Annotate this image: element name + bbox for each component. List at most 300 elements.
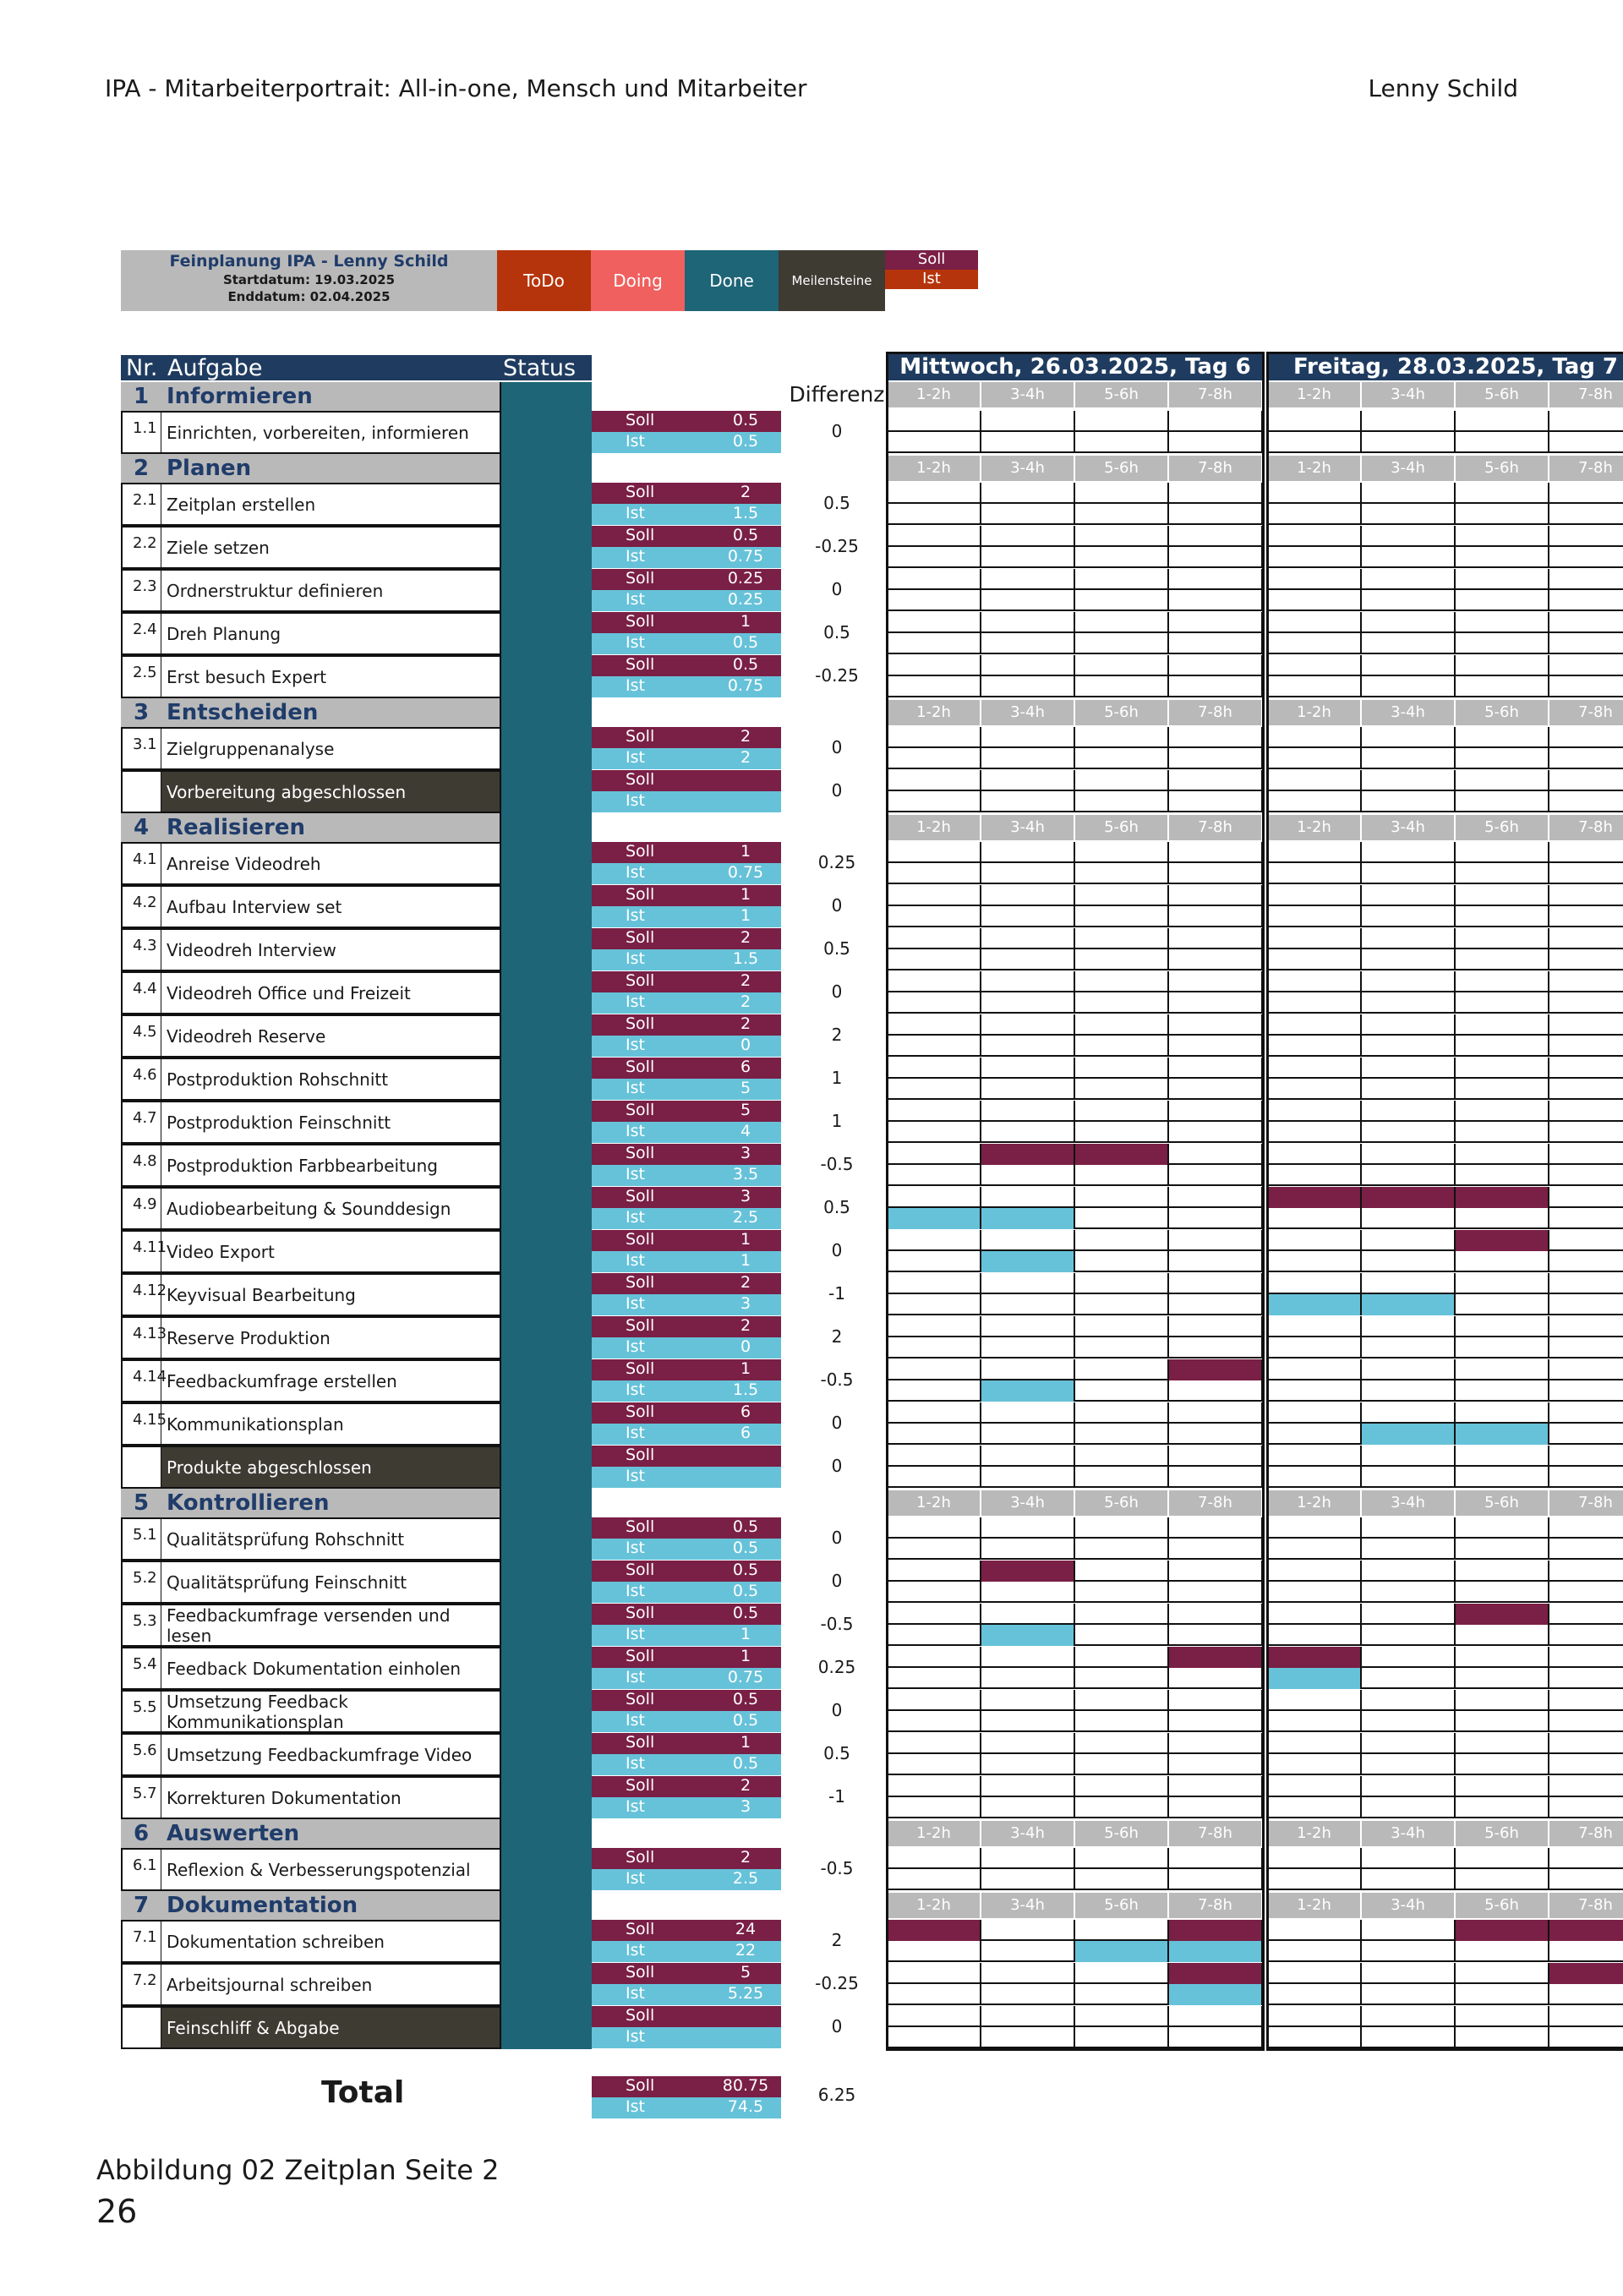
schedule-cell[interactable] <box>1075 1711 1169 1732</box>
schedule-cell[interactable] <box>1549 633 1623 654</box>
schedule-cell[interactable] <box>1268 1582 1362 1603</box>
schedule-cell[interactable] <box>888 676 981 697</box>
schedule-cell[interactable] <box>1456 1561 1549 1582</box>
status-cell[interactable] <box>500 727 592 770</box>
schedule-cell[interactable] <box>981 1668 1075 1689</box>
status-cell[interactable] <box>500 698 592 727</box>
schedule-cell[interactable] <box>981 1079 1075 1100</box>
schedule-cell[interactable] <box>1169 727 1263 748</box>
schedule-cell[interactable] <box>1362 1690 1456 1711</box>
schedule-cell[interactable] <box>1268 748 1362 769</box>
schedule-cell[interactable] <box>888 1424 981 1445</box>
schedule-cell[interactable] <box>1268 1446 1362 1467</box>
schedule-cell[interactable] <box>1549 411 1623 432</box>
schedule-cell[interactable] <box>1268 1776 1362 1797</box>
schedule-cell[interactable] <box>888 1539 981 1560</box>
schedule-cell[interactable] <box>1362 1273 1456 1294</box>
schedule-cell[interactable] <box>1456 928 1549 949</box>
schedule-cell[interactable] <box>1549 1058 1623 1079</box>
schedule-cell[interactable] <box>1549 504 1623 525</box>
schedule-cell[interactable] <box>1362 1963 1456 1984</box>
schedule-cell[interactable] <box>888 1848 981 1869</box>
schedule-cell[interactable] <box>1549 1711 1623 1732</box>
schedule-cell[interactable] <box>888 748 981 769</box>
schedule-cell[interactable] <box>1549 971 1623 992</box>
schedule-cell[interactable] <box>1169 1187 1263 1208</box>
schedule-cell[interactable] <box>1169 1380 1263 1402</box>
schedule-cell[interactable] <box>1075 770 1169 791</box>
schedule-cell[interactable] <box>1549 1230 1623 1251</box>
schedule-cell[interactable] <box>1549 1869 1623 1890</box>
schedule-cell[interactable] <box>1268 2006 1362 2027</box>
schedule-cell[interactable] <box>1268 1941 1362 1962</box>
schedule-cell[interactable] <box>888 1208 981 1229</box>
schedule-cell[interactable] <box>888 1517 981 1539</box>
status-cell[interactable] <box>500 885 592 928</box>
schedule-cell[interactable] <box>1362 1187 1456 1208</box>
schedule-cell[interactable] <box>1362 1467 1456 1488</box>
schedule-cell[interactable] <box>1362 1101 1456 1122</box>
schedule-cell[interactable] <box>1268 1733 1362 1754</box>
schedule-cell[interactable] <box>981 1294 1075 1315</box>
schedule-cell[interactable] <box>1169 885 1263 906</box>
schedule-cell[interactable] <box>1362 612 1456 633</box>
schedule-cell[interactable] <box>1362 569 1456 590</box>
schedule-cell[interactable] <box>888 1920 981 1941</box>
schedule-cell[interactable] <box>1075 1754 1169 1775</box>
schedule-cell[interactable] <box>1268 1754 1362 1775</box>
status-cell[interactable] <box>500 1848 592 1891</box>
schedule-cell[interactable] <box>1268 1230 1362 1251</box>
schedule-cell[interactable] <box>981 885 1075 906</box>
schedule-cell[interactable] <box>888 863 981 884</box>
schedule-cell[interactable] <box>1075 928 1169 949</box>
schedule-cell[interactable] <box>981 971 1075 992</box>
schedule-cell[interactable] <box>1362 2006 1456 2027</box>
schedule-cell[interactable] <box>1549 1690 1623 1711</box>
schedule-cell[interactable] <box>981 612 1075 633</box>
schedule-cell[interactable] <box>1456 949 1549 970</box>
schedule-cell[interactable] <box>1169 1797 1263 1818</box>
status-cell[interactable] <box>500 411 592 454</box>
schedule-cell[interactable] <box>1456 1251 1549 1272</box>
schedule-cell[interactable] <box>888 1187 981 1208</box>
schedule-cell[interactable] <box>888 1582 981 1603</box>
schedule-cell[interactable] <box>1362 906 1456 927</box>
schedule-cell[interactable] <box>1362 1230 1456 1251</box>
schedule-cell[interactable] <box>1075 1036 1169 1057</box>
schedule-cell[interactable] <box>1362 1294 1456 1315</box>
schedule-cell[interactable] <box>1456 1848 1549 1869</box>
schedule-cell[interactable] <box>981 1848 1075 1869</box>
schedule-cell[interactable] <box>1169 1941 1263 1962</box>
schedule-cell[interactable] <box>1169 569 1263 590</box>
schedule-cell[interactable] <box>1549 1984 1623 2005</box>
schedule-cell[interactable] <box>888 1165 981 1186</box>
schedule-cell[interactable] <box>1549 526 1623 547</box>
schedule-cell[interactable] <box>888 1230 981 1251</box>
schedule-cell[interactable] <box>1169 992 1263 1014</box>
schedule-cell[interactable] <box>1268 770 1362 791</box>
schedule-cell[interactable] <box>1169 1359 1263 1380</box>
status-cell[interactable] <box>500 1776 592 1819</box>
schedule-cell[interactable] <box>1268 612 1362 633</box>
schedule-cell[interactable] <box>888 1294 981 1315</box>
schedule-cell[interactable] <box>1362 1079 1456 1100</box>
schedule-cell[interactable] <box>1268 928 1362 949</box>
schedule-cell[interactable] <box>1362 1165 1456 1186</box>
schedule-cell[interactable] <box>1362 676 1456 697</box>
schedule-cell[interactable] <box>1456 411 1549 432</box>
schedule-cell[interactable] <box>1169 483 1263 504</box>
schedule-cell[interactable] <box>1549 1647 1623 1668</box>
schedule-cell[interactable] <box>1549 1122 1623 1143</box>
status-cell[interactable] <box>500 928 592 971</box>
schedule-cell[interactable] <box>1456 526 1549 547</box>
schedule-cell[interactable] <box>1169 1337 1263 1358</box>
schedule-cell[interactable] <box>888 432 981 453</box>
schedule-cell[interactable] <box>1456 1733 1549 1754</box>
schedule-cell[interactable] <box>981 2006 1075 2027</box>
schedule-cell[interactable] <box>981 1647 1075 1668</box>
schedule-cell[interactable] <box>1549 906 1623 927</box>
schedule-cell[interactable] <box>1456 1604 1549 1625</box>
schedule-cell[interactable] <box>981 1337 1075 1358</box>
status-cell[interactable] <box>500 1014 592 1058</box>
schedule-cell[interactable] <box>888 526 981 547</box>
schedule-cell[interactable] <box>1456 1273 1549 1294</box>
schedule-cell[interactable] <box>1169 633 1263 654</box>
schedule-cell[interactable] <box>1169 1036 1263 1057</box>
schedule-cell[interactable] <box>1075 569 1169 590</box>
status-cell[interactable] <box>500 813 592 842</box>
schedule-cell[interactable] <box>1362 1014 1456 1036</box>
status-cell[interactable] <box>500 842 592 885</box>
schedule-cell[interactable] <box>888 569 981 590</box>
schedule-cell[interactable] <box>1075 1402 1169 1424</box>
schedule-cell[interactable] <box>888 949 981 970</box>
schedule-cell[interactable] <box>1169 547 1263 568</box>
schedule-cell[interactable] <box>1549 1014 1623 1036</box>
schedule-cell[interactable] <box>1362 971 1456 992</box>
schedule-cell[interactable] <box>1075 1294 1169 1315</box>
schedule-cell[interactable] <box>1169 1165 1263 1186</box>
schedule-cell[interactable] <box>1456 1337 1549 1358</box>
schedule-cell[interactable] <box>1075 655 1169 676</box>
schedule-cell[interactable] <box>888 791 981 812</box>
schedule-cell[interactable] <box>1268 1604 1362 1625</box>
schedule-cell[interactable] <box>1268 1316 1362 1337</box>
schedule-cell[interactable] <box>1075 2027 1169 2048</box>
status-cell[interactable] <box>500 1101 592 1144</box>
schedule-cell[interactable] <box>1169 1754 1263 1775</box>
schedule-cell[interactable] <box>1075 1380 1169 1402</box>
schedule-cell[interactable] <box>1075 1424 1169 1445</box>
schedule-cell[interactable] <box>1169 1251 1263 1272</box>
schedule-cell[interactable] <box>1075 1561 1169 1582</box>
schedule-cell[interactable] <box>981 1208 1075 1229</box>
status-cell[interactable] <box>500 971 592 1014</box>
schedule-cell[interactable] <box>1456 1941 1549 1962</box>
status-cell[interactable] <box>500 569 592 612</box>
schedule-cell[interactable] <box>1268 1359 1362 1380</box>
schedule-cell[interactable] <box>888 612 981 633</box>
schedule-cell[interactable] <box>1456 1446 1549 1467</box>
schedule-cell[interactable] <box>1549 1402 1623 1424</box>
schedule-cell[interactable] <box>1268 1294 1362 1315</box>
schedule-cell[interactable] <box>1268 1690 1362 1711</box>
schedule-cell[interactable] <box>981 1690 1075 1711</box>
schedule-cell[interactable] <box>888 633 981 654</box>
schedule-cell[interactable] <box>1362 1647 1456 1668</box>
schedule-cell[interactable] <box>1456 1797 1549 1818</box>
schedule-cell[interactable] <box>1456 1517 1549 1539</box>
schedule-cell[interactable] <box>1169 1014 1263 1036</box>
schedule-cell[interactable] <box>981 504 1075 525</box>
schedule-cell[interactable] <box>888 1058 981 1079</box>
schedule-cell[interactable] <box>1362 547 1456 568</box>
schedule-cell[interactable] <box>1268 1187 1362 1208</box>
schedule-cell[interactable] <box>1549 547 1623 568</box>
schedule-cell[interactable] <box>1075 1316 1169 1337</box>
schedule-cell[interactable] <box>1268 1144 1362 1165</box>
schedule-cell[interactable] <box>1362 504 1456 525</box>
schedule-cell[interactable] <box>1075 1582 1169 1603</box>
schedule-cell[interactable] <box>1549 1582 1623 1603</box>
schedule-cell[interactable] <box>1268 1165 1362 1186</box>
schedule-cell[interactable] <box>981 770 1075 791</box>
schedule-cell[interactable] <box>1169 612 1263 633</box>
schedule-cell[interactable] <box>1362 1776 1456 1797</box>
schedule-cell[interactable] <box>888 1316 981 1337</box>
schedule-cell[interactable] <box>1456 1984 1549 2005</box>
schedule-cell[interactable] <box>1549 928 1623 949</box>
schedule-cell[interactable] <box>981 1776 1075 1797</box>
schedule-cell[interactable] <box>1075 2006 1169 2027</box>
schedule-cell[interactable] <box>981 1539 1075 1560</box>
schedule-cell[interactable] <box>1075 1604 1169 1625</box>
schedule-cell[interactable] <box>1456 1467 1549 1488</box>
schedule-cell[interactable] <box>1362 842 1456 863</box>
status-cell[interactable] <box>500 1517 592 1561</box>
schedule-cell[interactable] <box>1456 770 1549 791</box>
schedule-cell[interactable] <box>1456 590 1549 611</box>
schedule-cell[interactable] <box>981 1424 1075 1445</box>
schedule-cell[interactable] <box>981 992 1075 1014</box>
schedule-cell[interactable] <box>1549 1294 1623 1315</box>
schedule-cell[interactable] <box>1169 791 1263 812</box>
schedule-cell[interactable] <box>981 1402 1075 1424</box>
schedule-cell[interactable] <box>1268 1920 1362 1941</box>
schedule-cell[interactable] <box>981 1101 1075 1122</box>
schedule-cell[interactable] <box>1456 1294 1549 1315</box>
schedule-cell[interactable] <box>1169 2006 1263 2027</box>
schedule-cell[interactable] <box>1549 842 1623 863</box>
schedule-cell[interactable] <box>1362 1869 1456 1890</box>
schedule-cell[interactable] <box>1169 748 1263 769</box>
schedule-cell[interactable] <box>981 547 1075 568</box>
schedule-cell[interactable] <box>1362 1561 1456 1582</box>
schedule-cell[interactable] <box>981 928 1075 949</box>
schedule-cell[interactable] <box>1456 432 1549 453</box>
schedule-cell[interactable] <box>981 1869 1075 1890</box>
schedule-cell[interactable] <box>1169 1294 1263 1315</box>
schedule-cell[interactable] <box>1549 1359 1623 1380</box>
schedule-cell[interactable] <box>1169 1467 1263 1488</box>
schedule-cell[interactable] <box>888 1122 981 1143</box>
schedule-cell[interactable] <box>981 1165 1075 1186</box>
schedule-cell[interactable] <box>1362 1402 1456 1424</box>
schedule-cell[interactable] <box>981 1797 1075 1818</box>
schedule-cell[interactable] <box>888 411 981 432</box>
schedule-cell[interactable] <box>1075 1963 1169 1984</box>
schedule-cell[interactable] <box>1268 1014 1362 1036</box>
schedule-cell[interactable] <box>888 727 981 748</box>
schedule-cell[interactable] <box>1456 1101 1549 1122</box>
schedule-cell[interactable] <box>1075 971 1169 992</box>
status-cell[interactable] <box>500 1273 592 1316</box>
schedule-cell[interactable] <box>1169 1561 1263 1582</box>
schedule-cell[interactable] <box>981 1014 1075 1036</box>
schedule-cell[interactable] <box>1075 1014 1169 1036</box>
schedule-cell[interactable] <box>888 1941 981 1962</box>
status-cell[interactable] <box>500 1230 592 1273</box>
schedule-cell[interactable] <box>1362 1984 1456 2005</box>
schedule-cell[interactable] <box>888 1668 981 1689</box>
schedule-cell[interactable] <box>981 727 1075 748</box>
schedule-cell[interactable] <box>1169 863 1263 884</box>
schedule-cell[interactable] <box>1456 906 1549 927</box>
schedule-cell[interactable] <box>1456 885 1549 906</box>
schedule-cell[interactable] <box>1268 526 1362 547</box>
status-cell[interactable] <box>500 1819 592 1848</box>
status-cell[interactable] <box>500 1446 592 1489</box>
schedule-cell[interactable] <box>1075 727 1169 748</box>
schedule-cell[interactable] <box>1169 1539 1263 1560</box>
schedule-cell[interactable] <box>888 1144 981 1165</box>
schedule-cell[interactable] <box>1549 1144 1623 1165</box>
status-cell[interactable] <box>500 1316 592 1359</box>
schedule-cell[interactable] <box>1268 1869 1362 1890</box>
schedule-cell[interactable] <box>888 1754 981 1775</box>
schedule-cell[interactable] <box>1456 2027 1549 2048</box>
schedule-cell[interactable] <box>1075 1208 1169 1229</box>
schedule-cell[interactable] <box>1268 655 1362 676</box>
schedule-cell[interactable] <box>1169 411 1263 432</box>
schedule-cell[interactable] <box>1268 633 1362 654</box>
schedule-cell[interactable] <box>981 1984 1075 2005</box>
status-cell[interactable] <box>500 655 592 698</box>
schedule-cell[interactable] <box>1362 1058 1456 1079</box>
schedule-cell[interactable] <box>888 971 981 992</box>
schedule-cell[interactable] <box>1549 1036 1623 1057</box>
schedule-cell[interactable] <box>1549 1380 1623 1402</box>
schedule-cell[interactable] <box>1362 770 1456 791</box>
schedule-cell[interactable] <box>1362 1920 1456 1941</box>
schedule-cell[interactable] <box>1169 1647 1263 1668</box>
schedule-cell[interactable] <box>1549 1467 1623 1488</box>
schedule-cell[interactable] <box>1169 655 1263 676</box>
schedule-cell[interactable] <box>1549 992 1623 1014</box>
schedule-cell[interactable] <box>1268 2027 1362 2048</box>
schedule-cell[interactable] <box>1169 676 1263 697</box>
schedule-cell[interactable] <box>1362 1604 1456 1625</box>
schedule-cell[interactable] <box>1075 791 1169 812</box>
schedule-cell[interactable] <box>888 1402 981 1424</box>
schedule-cell[interactable] <box>981 1144 1075 1165</box>
schedule-cell[interactable] <box>1362 1539 1456 1560</box>
schedule-cell[interactable] <box>1268 1467 1362 1488</box>
schedule-cell[interactable] <box>1456 1187 1549 1208</box>
schedule-cell[interactable] <box>1456 727 1549 748</box>
schedule-cell[interactable] <box>1169 1273 1263 1294</box>
schedule-cell[interactable] <box>981 432 1075 453</box>
schedule-cell[interactable] <box>1456 842 1549 863</box>
schedule-cell[interactable] <box>1075 1122 1169 1143</box>
schedule-cell[interactable] <box>1549 1561 1623 1582</box>
schedule-cell[interactable] <box>1362 633 1456 654</box>
schedule-cell[interactable] <box>981 863 1075 884</box>
schedule-cell[interactable] <box>1169 504 1263 525</box>
schedule-cell[interactable] <box>1549 1165 1623 1186</box>
schedule-cell[interactable] <box>981 1036 1075 1057</box>
schedule-cell[interactable] <box>1456 1647 1549 1668</box>
status-cell[interactable] <box>500 1561 592 1604</box>
status-cell[interactable] <box>500 1733 592 1776</box>
schedule-cell[interactable] <box>1268 1984 1362 2005</box>
schedule-cell[interactable] <box>888 1036 981 1057</box>
schedule-cell[interactable] <box>1549 1754 1623 1775</box>
status-cell[interactable] <box>500 612 592 655</box>
schedule-cell[interactable] <box>888 1079 981 1100</box>
schedule-cell[interactable] <box>888 483 981 504</box>
schedule-cell[interactable] <box>981 748 1075 769</box>
schedule-cell[interactable] <box>1268 1337 1362 1358</box>
schedule-cell[interactable] <box>888 2027 981 2048</box>
schedule-cell[interactable] <box>1549 1316 1623 1337</box>
schedule-cell[interactable] <box>1169 1122 1263 1143</box>
schedule-cell[interactable] <box>1456 504 1549 525</box>
schedule-cell[interactable] <box>1075 590 1169 611</box>
schedule-cell[interactable] <box>1169 1101 1263 1122</box>
schedule-cell[interactable] <box>981 633 1075 654</box>
schedule-cell[interactable] <box>1169 1690 1263 1711</box>
schedule-cell[interactable] <box>1362 1316 1456 1337</box>
schedule-cell[interactable] <box>888 547 981 568</box>
schedule-cell[interactable] <box>981 1582 1075 1603</box>
schedule-cell[interactable] <box>1268 1079 1362 1100</box>
schedule-cell[interactable] <box>1362 791 1456 812</box>
schedule-cell[interactable] <box>888 1963 981 1984</box>
schedule-cell[interactable] <box>1169 1517 1263 1539</box>
schedule-cell[interactable] <box>1075 483 1169 504</box>
schedule-cell[interactable] <box>1268 1273 1362 1294</box>
schedule-cell[interactable] <box>888 1251 981 1272</box>
schedule-cell[interactable] <box>1549 1776 1623 1797</box>
status-cell[interactable] <box>500 483 592 526</box>
schedule-cell[interactable] <box>888 2006 981 2027</box>
schedule-cell[interactable] <box>1169 1446 1263 1467</box>
schedule-cell[interactable] <box>1075 906 1169 927</box>
schedule-cell[interactable] <box>1268 1625 1362 1646</box>
schedule-cell[interactable] <box>1075 1690 1169 1711</box>
schedule-cell[interactable] <box>981 483 1075 504</box>
schedule-cell[interactable] <box>1075 1647 1169 1668</box>
schedule-cell[interactable] <box>1169 432 1263 453</box>
schedule-cell[interactable] <box>1075 1797 1169 1818</box>
schedule-cell[interactable] <box>1456 992 1549 1014</box>
schedule-cell[interactable] <box>1456 1625 1549 1646</box>
